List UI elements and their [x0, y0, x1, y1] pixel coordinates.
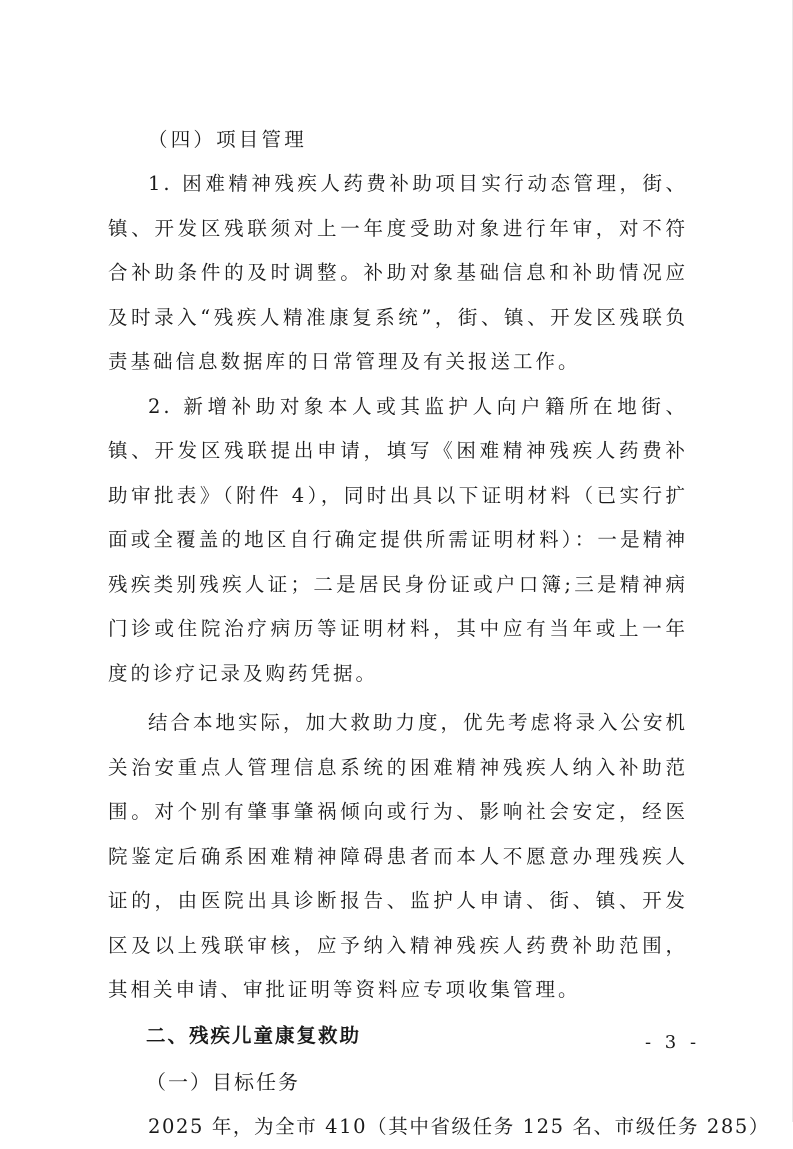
section-heading-child-rehabilitation: 二、残疾儿童康复救助 — [146, 1023, 362, 1047]
subsection-heading-target-tasks: （一）目标任务 — [146, 1069, 300, 1094]
page-number: - 3 - — [645, 1032, 701, 1053]
paragraph-1: 1. 困难精神残疾人药费补助项目实行动态管理，街、镇、开发区残联须对上一年度受助对象进行年审，对不符合补助条件的及时调整。补助对象基础信息和补助情况应及时录入“残疾人精准康复系统”，街、镇、开发区残联负责基础信息数据库的日常管理及有关报送工作。 — [108, 172, 688, 373]
section-heading-project-management: （四）项目管理 — [148, 128, 307, 151]
paragraph-2: 2. 新增补助对象本人或其监护人向户籍所在地街、镇、开发区残联提出申请，填写《困难精神残疾人药费补助审批表》（附件 4），同时出具以下证明材料（已实行扩面或全覆盖的地区自行确定提供所需证明材料）：一是精神残疾类别残疾人证；二是居民身份证或户口簿;三是精神病门诊或住院治疗病历等证明材料，其中应有当年或上一年度的诊疗记录及购药凭据。 — [108, 394, 688, 685]
document-body — [108, 118, 770, 1149]
paragraph-3: 结合本地实际，加大救助力度，优先考虑将录入公安机关治安重点人管理信息系统的困难精神残疾人纳入补助范围。对个别有肇事肇祸倾向或行为、影响社会安定，经医院鉴定后确系困难精神障碍患者而本人不愿意办理残疾人证的，由医院出具诊断报告、监护人申请、街、镇、开发区及以上残联审核，应予纳入精神残疾人药费补助范围，其相关申请、审批证明等资料应专项收集管理。 — [108, 711, 689, 1001]
paragraph-4: 2025 年，为全市 410（其中省级任务 125 名、市级任务 285） — [148, 1114, 770, 1138]
